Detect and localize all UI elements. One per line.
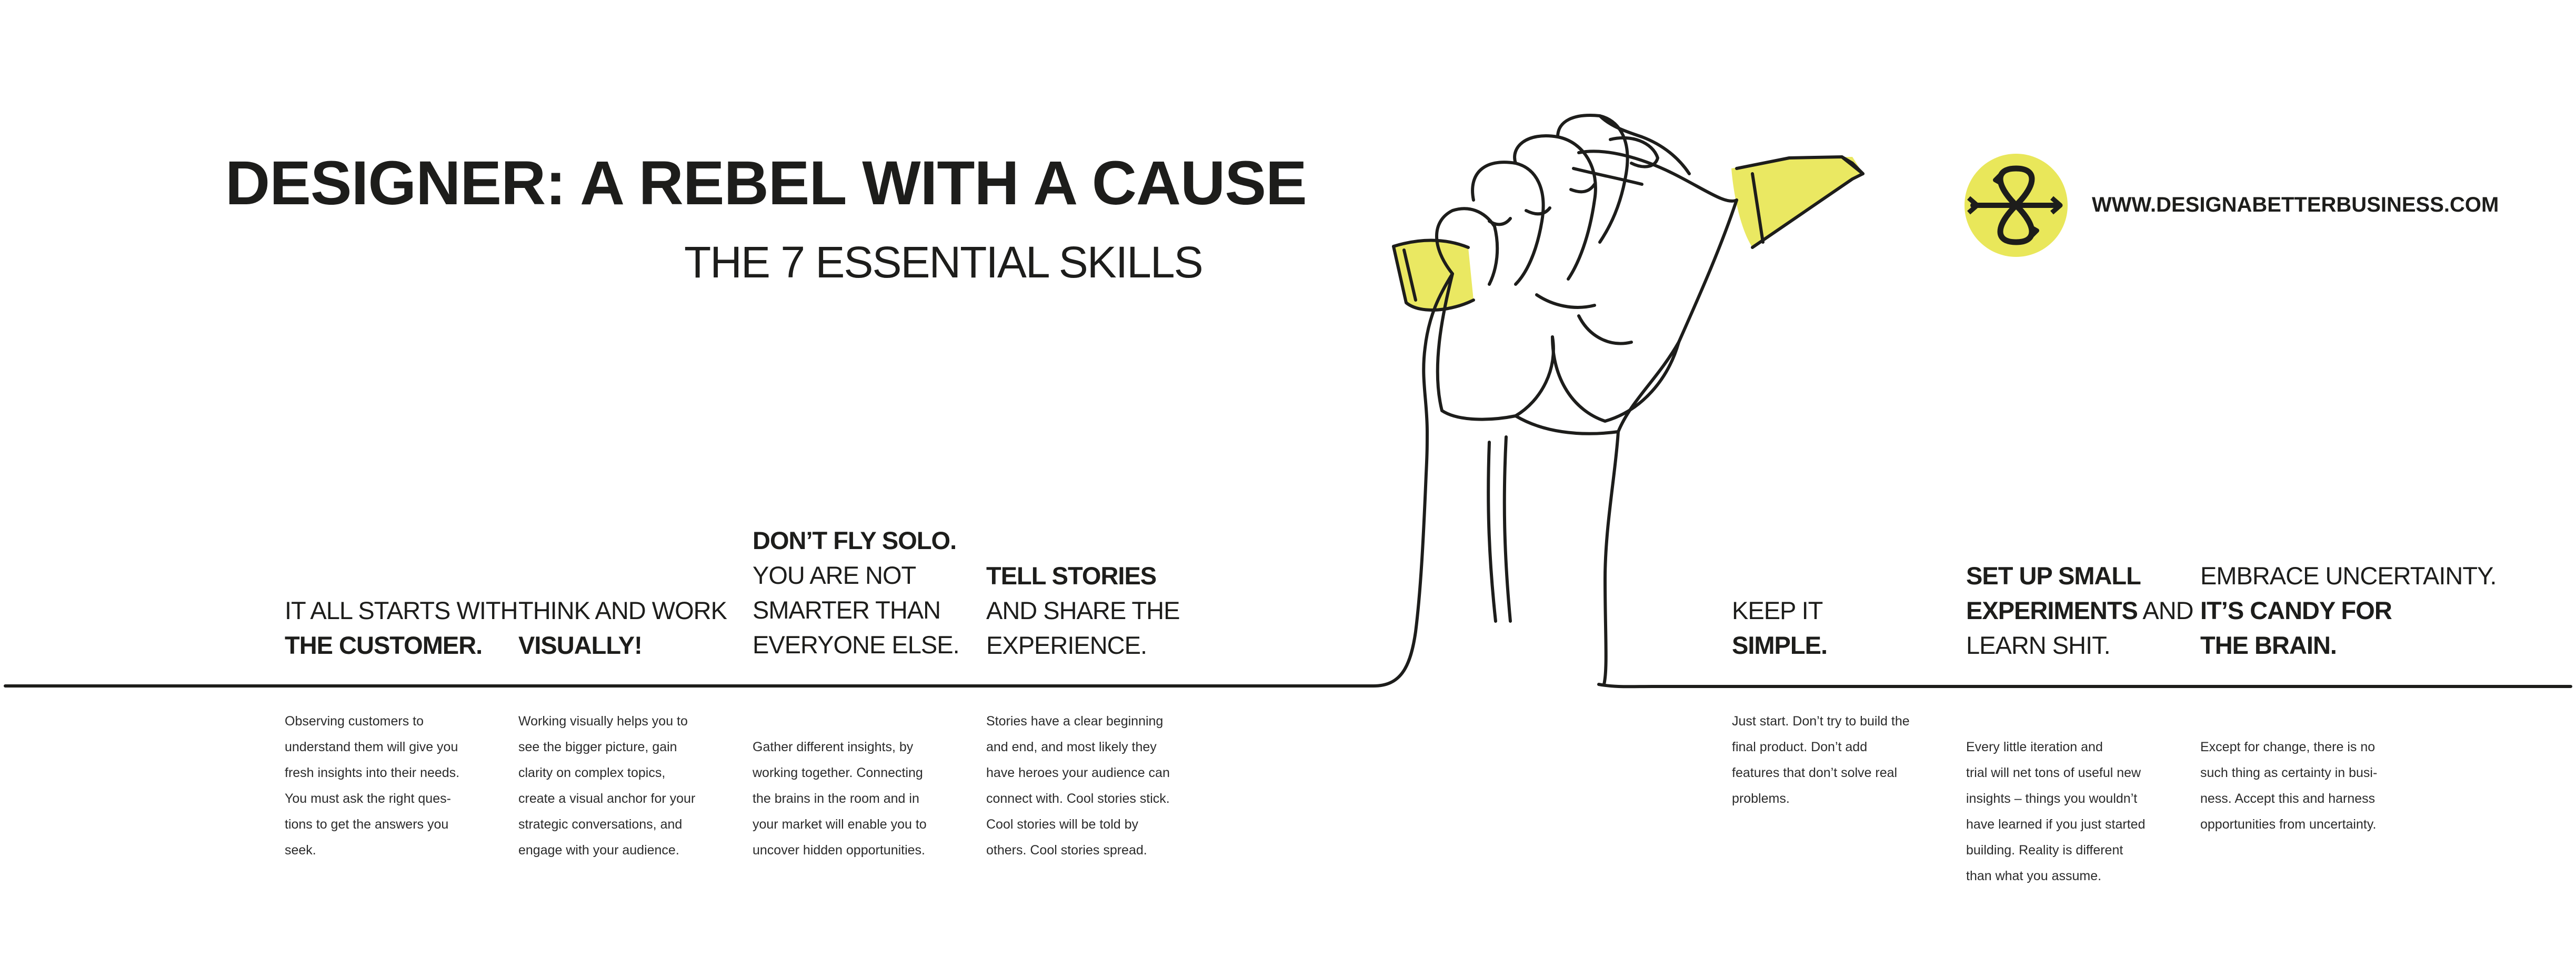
- skill-body-experiments: [1966, 734, 2168, 889]
- skill-body-line: problems.: [1732, 791, 1790, 806]
- skill-body-line: Except for change, there is no: [2200, 740, 2375, 754]
- skill-body-line: such thing as certainty in busi-: [2200, 765, 2378, 780]
- skill-heading-line: EMBRACE UNCERTAINTY.: [2200, 562, 2497, 590]
- skill-body-line: insights – things you wouldn’t: [1966, 791, 2138, 806]
- skill-body-line: and end, and most likely they: [986, 740, 1157, 754]
- skill-body-line: seek.: [285, 843, 316, 858]
- skill-body-line: working together. Connecting: [753, 765, 923, 780]
- skill-body-line: Observing customers to: [285, 714, 424, 729]
- skill-heading-line: EVERYONE ELSE.: [753, 631, 959, 659]
- skill-heading-line: YOU ARE NOT: [753, 561, 916, 589]
- skill-body-line: strategic conversations, and: [518, 817, 683, 832]
- skill-body-uncertainty: [2200, 734, 2402, 838]
- skill-body-fly-solo: [753, 734, 955, 863]
- skill-body-line: Every little iteration and: [1966, 740, 2103, 754]
- skill-heading-line: AND: [2142, 596, 2193, 624]
- skill-heading-line: EXPERIMENTS: [1966, 596, 2138, 624]
- skill-heading-line: SMARTER THAN: [753, 596, 941, 624]
- skill-body-line: Cool stories will be told by: [986, 817, 1139, 832]
- skill-body-line: others. Cool stories spread.: [986, 843, 1147, 858]
- skill-heading-stories: [986, 559, 1207, 663]
- skill-heading-line: TELL STORIES: [986, 562, 1157, 590]
- skill-heading-uncertainty: [2200, 559, 2497, 663]
- skill-body-simple: [1732, 709, 1934, 812]
- skill-body-line: Stories have a clear beginning: [986, 714, 1164, 729]
- skill-body-line: understand them will give you: [285, 740, 458, 754]
- skill-heading-line: THE CUSTOMER.: [285, 631, 483, 659]
- skill-body-line: fresh insights into their needs.: [285, 765, 460, 780]
- skill-body-line: uncover hidden opportunities.: [753, 843, 926, 858]
- skill-heading-experiments: [1966, 559, 2193, 663]
- skill-body-line: Just start. Don’t try to build the: [1732, 714, 1910, 729]
- skill-body-line: ness. Accept this and harness: [2200, 791, 2375, 806]
- skill-body-line: have learned if you just started: [1966, 817, 2146, 832]
- skill-heading-line: THINK AND WORK: [518, 596, 727, 624]
- skill-body-line: clarity on complex topics,: [518, 765, 666, 780]
- skill-body-line: engage with your audience.: [518, 843, 679, 858]
- skill-body-line: You must ask the right ques-: [285, 791, 451, 806]
- skill-heading-line: SIMPLE.: [1732, 631, 1828, 659]
- skill-heading-line: LEARN SHIT.: [1966, 631, 2110, 659]
- skill-heading-line: EXPERIENCE.: [986, 631, 1147, 659]
- skill-body-line: have heroes your audience can: [986, 765, 1170, 780]
- skill-body-stories: [986, 709, 1188, 863]
- skill-body-line: the brains in the room and in: [753, 791, 919, 806]
- skill-body-line: final product. Don’t add: [1732, 740, 1868, 754]
- skill-heading-line: VISUALLY!: [518, 631, 642, 659]
- skill-body-visually: [518, 709, 720, 863]
- skill-body-line: opportunities from uncertainty.: [2200, 817, 2377, 832]
- skill-heading-line: SET UP SMALL: [1966, 562, 2141, 590]
- skill-body-line: Working visually helps you to: [518, 714, 688, 729]
- skill-body-customer: [285, 709, 487, 863]
- skill-body-line: your market will enable you to: [753, 817, 927, 832]
- skill-body-line: Gather different insights, by: [753, 740, 914, 754]
- skill-heading-customer: [285, 593, 518, 663]
- skill-heading-fly-solo: [753, 523, 974, 662]
- skill-heading-visually: [518, 593, 739, 663]
- skill-heading-line: IT’S CANDY FOR: [2200, 596, 2392, 624]
- skill-body-line: see the bigger picture, gain: [518, 740, 677, 754]
- skill-heading-simple: [1732, 593, 1953, 663]
- skill-heading-line: THE BRAIN.: [2200, 631, 2337, 659]
- skill-heading-line: KEEP IT: [1732, 596, 1823, 624]
- page-title: DESIGNER: A REBEL WITH A CAUSE: [225, 148, 1307, 218]
- skill-body-line: trial will net tons of useful new: [1966, 765, 2141, 780]
- skill-body-line: building. Reality is different: [1966, 843, 2123, 858]
- page-subtitle: THE 7 ESSENTIAL SKILLS: [684, 237, 1202, 287]
- skill-heading-line: AND SHARE THE: [986, 596, 1180, 624]
- skill-heading-line: IT ALL STARTS WITH: [285, 596, 518, 624]
- skill-body-line: than what you assume.: [1966, 869, 2102, 883]
- skill-body-line: connect with. Cool stories stick.: [986, 791, 1170, 806]
- skill-body-line: create a visual anchor for your: [518, 791, 696, 806]
- website-url: WWW.DESIGNABETTERBUSINESS.COM: [2092, 193, 2499, 216]
- skill-heading-line: DON’T FLY SOLO.: [753, 526, 957, 554]
- skill-body-line: features that don’t solve real: [1732, 765, 1898, 780]
- skill-body-line: tions to get the answers you: [285, 817, 449, 832]
